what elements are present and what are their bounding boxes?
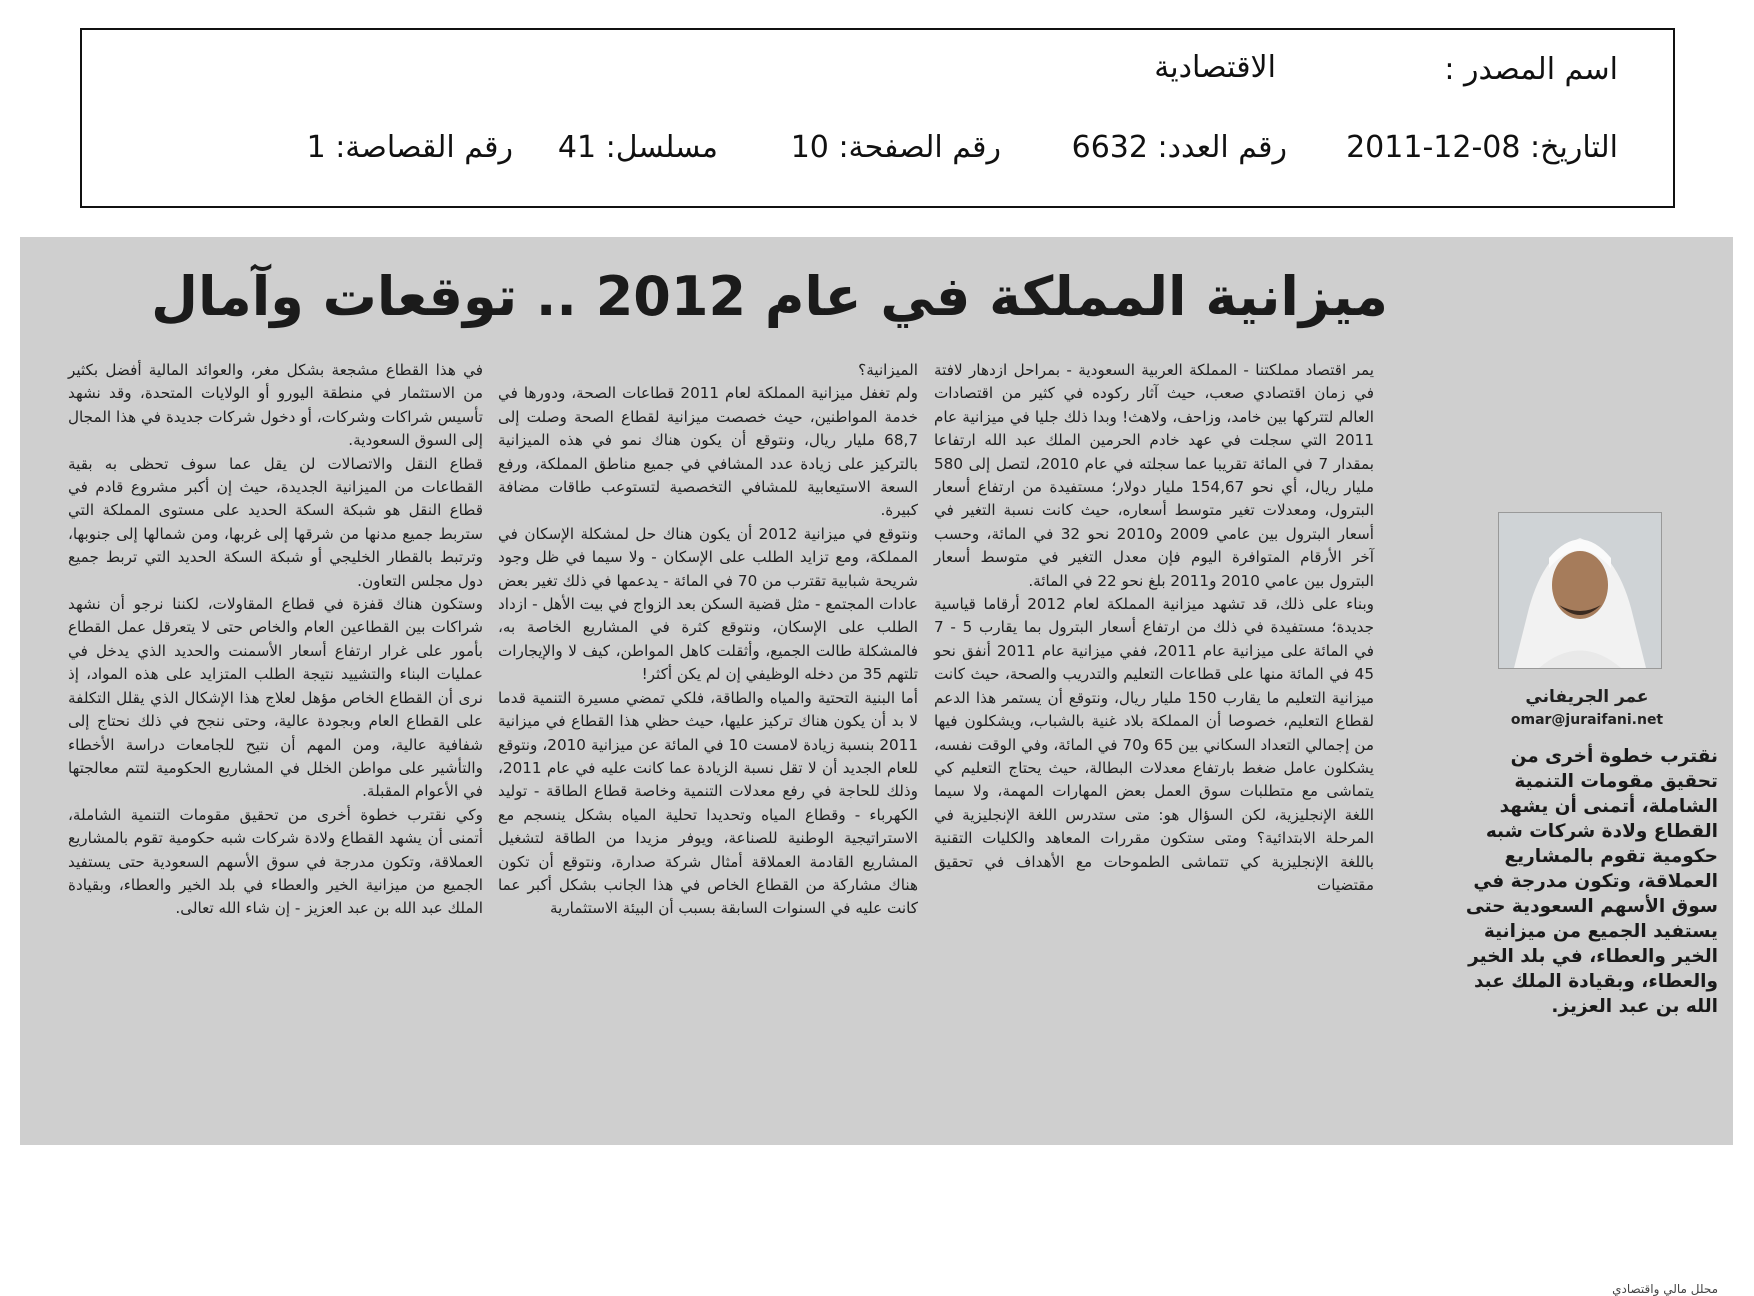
newspaper-clipping: [20, 237, 1733, 1296]
author-portrait-image: [1499, 513, 1661, 668]
article-paragraph: وبناء على ذلك، قد تشهد ميزانية المملكة لعام 2012 أرقاما قياسية جديدة؛ مستفيدة في ذلك من ارتفاع أسعار البترول بما يقارب 5 - 7 في المائة على ميزانية عام 2011، ففي ميزانية عام 2011 أنفق نحو 45 في المائة منها على قطاعات التعليم والتدريب والصحة، حيث كانت ميزانية التعليم ما يقارب 150 مليار ريال، ونتوقع أن يستمر هذا الدعم لقطاع التعليم، خصوصا أن المملكة بلاد غنية بالشباب، ويشكلون فيها من إجمالي التعداد السكاني بين 65 و70 في المائة، وفي الوقت نفسه، يشكلون عامل ضغط بارتفاع معدلات البطالة، حيث يحتاج التعليم كي يتماشى مع متطلبات سوق العمل بعض المهارات المهمة، ولا سيما اللغة الإنجليزية، لكن السؤال هو: متى ستدرس اللغة الإنجليزية في المرحلة الابتدائية؟ ومتى ستكون مقررات المعاهد والكليات التقنية باللغة الإنجليزية كي تتماشى الطموحات مع الأهداف في تحقيق مقتضيات: [934, 595, 1375, 894]
serial-field: مسلسل: 41: [557, 130, 718, 165]
article-paragraph: ونتوقع في ميزانية 2012 أن يكون هناك حل لمشكلة الإسكان في المملكة، ومع تزايد الطلب على الإسكان - ولا سيما في ظل وجود شريحة شبابية تقترب من 70 في المائة - يدعمها في ذلك تغير بعض عادات المجتمع - مثل قضية السكن بعد الزواج في بيت الأهل - ازداد الطلب على الإسكان، ونتوقع كثرة في المشاريع الخاصة به، فالمشكلة طالت الجميع، وأثقلت كاهل المواطن، كيف لا والإيجارات تلتهم 35 من دخله الوظيفي إن لم يكن أكثر!: [498, 524, 918, 684]
author-photo: [1498, 512, 1662, 669]
article-paragraph: وستكون هناك قفزة في قطاع المقاولات، لكننا نرجو أن نشهد شراكات بين القطاعين العام والخاص حتى لا يتعرقل عمل القطاع بأمور على غرار ارتفاع أسعار الأسمنت والحديد الذي يدخل في عمليات البناء والتشييد نتيجة الطلب المتزايد على هذه المواد، إذ نرى أن القطاع الخاص مؤهل لعلاج هذا الإشكال الذي يقلل التكلفة على القطاع العام وبجودة عالية، وحتى ننجح في ذلك نحتاج إلى شفافية عالية، ومن المهم أن نتيح للجامعات دراسة الأخطاء والتأشير على مواطن الخلل في المشاريع الحكومية لتتم معالجتها في الأعوام المقبلة.: [68, 595, 483, 801]
article-headline: ميزانية المملكة في عام 2012 .. توقعات وآمال: [151, 265, 1388, 328]
author-sidebar: [1438, 492, 1736, 1296]
article-column-2: [498, 359, 918, 1119]
source-info-box: [80, 28, 1675, 208]
author-email: omar@juraifani.net: [1510, 712, 1664, 728]
article-paragraph: وكي نقترب خطوة أخرى من تحقيق مقومات التنمية الشاملة، أتمنى أن يشهد القطاع ولادة شركات شبه حكومية تقوم بالمشاريع العملاقة، وتكون مدرجة في سوق الأسهم السعودية حتى يستفيد الجميع من ميزانية الخير والعطاء في بلد الخير والعطاء، وبقيادة الملك عبد الله بن عبد العزيز - إن شاء الله تعالى.: [68, 805, 483, 918]
article-paragraph: قطاع النقل والاتصالات لن يقل عما سوف تحظى به بقية القطاعات من الميزانية الجديدة، حيث إن أكبر مشروع قادم في قطاع النقل هو شبكة السكة الحديد على مستوى المملكة التي ستربط جميع مدنها من شرقها إلى غربها، ومن شمالها إلى جنوبها، وترتبط بالقطار الخليجي أو شبكة السكة الحديد التي تربط جميع دول مجلس التعاون.: [68, 454, 483, 590]
article-paragraph: ولم تغفل ميزانية المملكة لعام 2011 قطاعات الصحة، ودورها في خدمة المواطنين، حيث خصصت ميزانية لقطاع الصحة وصلت إلى 68,7 مليار ريال، ونتوقع أن يكون هناك نمو في هذه الميزانية بالتركيز على زيادة عدد المشافي في جميع مناطق المملكة، ورفع السعة الاستيعابية للمشافي التخصصية لتستوعب طاقات مضافة كبيرة.: [498, 384, 918, 520]
author-role: محلل مالي واقتصادي: [1612, 1282, 1718, 1296]
article-column-1: [934, 359, 1374, 1119]
author-name: عمر الجريفاني: [1525, 687, 1649, 707]
article-paragraph: يمر اقتصاد مملكتنا - المملكة العربية السعودية - بمراحل ازدهار لافتة في زمان اقتصادي صعب، حيث آثار ركوده في كثير من اقتصادات العالم لتتركها بين خامد، وزاحف، ولاهث! وبدا ذلك جليا في ميزانية عام 2011 التي سجلت في عهد خادم الحرمين الملك عبد الله ارتفاعا بمقدار 7 في المائة تقريبا عما سجلته في عام 2010، لتصل إلى 580 مليار ريال، أي نحو 154,67 مليار دولار؛ مستفيدة من ارتفاع أسعار البترول، ومعدلات تغير متوسط أسعاره، حيث كانت نسبة التغير في أسعار البترول بين عامي 2009 و2010 نحو 32 في المائة، وحسب آخر الأرقام المتوافرة اليوم فإن معدل التغير في متوسط أسعار البترول بين عامي 2010 و2011 بلغ نحو 22 في المائة.: [934, 361, 1375, 590]
page-number-field: رقم الصفحة: 10: [790, 130, 1001, 165]
article-paragraph: في هذا القطاع مشجعة بشكل مغر، والعوائد المالية أفضل بكثير من الاستثمار في منطقة اليورو أو الولايات المتحدة، وقد نشهد تأسيس شراكات وشركات، أو دخول شركات جديدة في هذا المجال إلى السوق السعودية.: [68, 361, 483, 450]
article-paragraph: أما البنية التحتية والمياه والطاقة، فلكي تمضي مسيرة التنمية قدما لا بد أن يكون هناك تركيز عليها، حيث حظي هذا القطاع في ميزانية 2011 بنسبة زيادة لامست 10 في المائة عن ميزانية 2010، ونتوقع للعام الجديد أن لا تقل نسبة الزيادة عما كانت عليه في عام 2011، وذلك للحاجة في رفع معدلات التنمية وخاصة قطاع الطاقة - توليد الكهرباء - وقطاع المياه وتحديدا تحلية المياه بشكل ينسجم مع الاستراتيجية الوطنية للصناعة، ويوفر مزيدا من الطاقة لتشغيل المشاريع القادمة العملاقة أمثال شركة صدارة، ونتوقع أن تكون هناك مشاركة من القطاع الخاص في هذا الجانب بشكل أكبر عما كانت عليه في السنوات السابقة بسبب أن البيئة الاستثمارية: [498, 688, 918, 918]
date-field: التاريخ: 08-12-2011: [1346, 130, 1618, 165]
issue-number-field: رقم العدد: 6632: [1071, 130, 1287, 165]
article-paragraph: الميزانية؟: [858, 361, 918, 379]
clipping-number-field: رقم القصاصة: 1: [306, 130, 513, 165]
source-name-label: اسم المصدر :: [1444, 52, 1618, 87]
article-column-3: [68, 359, 483, 1119]
pull-quote: نقترب خطوة أخرى من تحقيق مقومات التنمية الشاملة، أتمنى أن يشهد القطاع ولادة شركات شبه حكومية تقوم بالمشاريع العملاقة، وتكون مدرجة في سوق الأسهم السعودية حتى يستفيد الجميع من ميزانية الخير والعطاء، في بلد الخير والعطاء، وبقيادة الملك عبد الله بن عبد العزيز.: [1465, 746, 1718, 1017]
source-name-value: الاقتصادية: [1154, 50, 1276, 85]
